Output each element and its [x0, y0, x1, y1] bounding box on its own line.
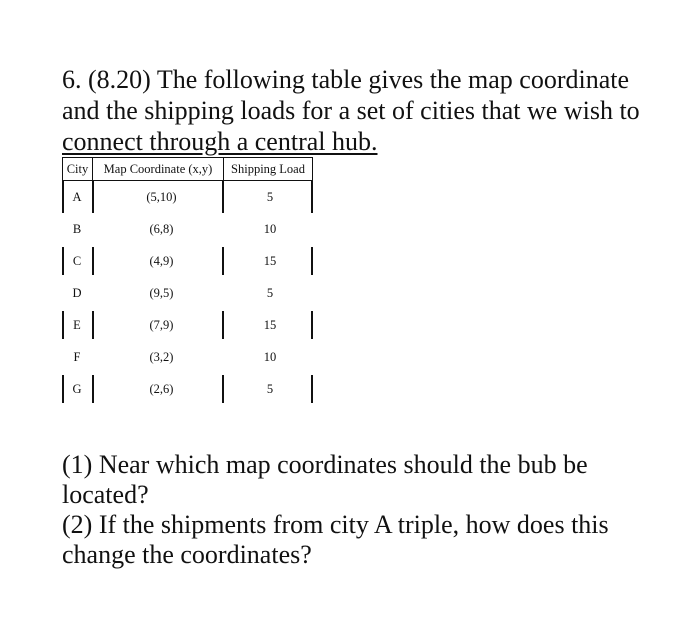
table-row: [62, 181, 313, 213]
question-1-line-1: (1) Near which map coordinates should the bub be: [62, 450, 588, 479]
cell-load: 10: [263, 350, 277, 364]
cell-city: F: [73, 350, 81, 364]
cell-load: 15: [263, 254, 277, 268]
column-rule: [92, 247, 94, 275]
table-row: [62, 309, 313, 341]
problem-line-1: 6. (8.20) The following table gives the map coordinate: [62, 65, 630, 94]
column-rule: [92, 181, 94, 213]
table-row: [62, 341, 313, 373]
questions: [62, 450, 662, 570]
cell-city: B: [72, 222, 82, 236]
table-row: [62, 373, 313, 405]
cell-coordinate: (5,10): [146, 190, 177, 204]
problem-statement: [62, 64, 662, 157]
cell-load: 10: [263, 222, 277, 236]
cell-coordinate: (7,9): [149, 318, 174, 332]
cell-city: E: [73, 318, 81, 332]
table-row: [62, 213, 313, 245]
table-row: [62, 277, 313, 309]
cell-city: A: [72, 190, 82, 204]
cell-coordinate: (6,8): [149, 222, 174, 236]
question-2-line-2: change the coordinates?: [62, 540, 312, 569]
cell-load: 15: [263, 318, 277, 332]
cell-city: C: [72, 254, 82, 268]
problem-line-2: and the shipping loads for a set of cities that we wish to: [62, 96, 640, 125]
cell-load: 5: [266, 382, 274, 396]
cell-coordinate: (2,6): [149, 382, 174, 396]
cell-city: G: [72, 382, 82, 396]
header-city: City: [63, 158, 93, 180]
cell-load: 5: [266, 190, 274, 204]
header-shipping-load: Shipping Load: [231, 162, 305, 176]
cell-city: D: [72, 286, 82, 300]
question-2-line-1: (2) If the shipments from city A triple, how does this: [62, 510, 609, 539]
column-rule: [92, 311, 94, 339]
cell-load: 5: [266, 286, 274, 300]
cell-coordinate: (9,5): [149, 286, 174, 300]
column-rule: [92, 375, 94, 403]
cell-coordinate: (3,2): [149, 350, 174, 364]
header-map-coordinate: Map Coordinate (x,y): [93, 158, 224, 180]
table-row: [62, 245, 313, 277]
table-header-row: [62, 157, 313, 181]
problem-line-3: connect through a central hub.: [62, 127, 378, 156]
cell-coordinate: (4,9): [149, 254, 174, 268]
question-1-line-2: located?: [62, 480, 149, 509]
table-body: [62, 181, 313, 405]
city-data-table: [62, 157, 313, 405]
